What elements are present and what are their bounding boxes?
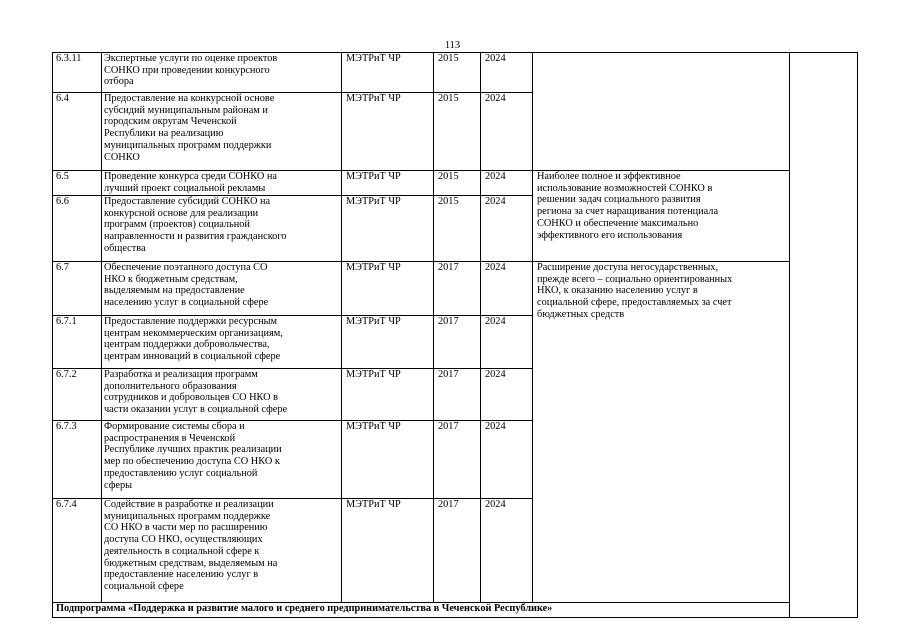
row-start-year: 2017 [434,316,481,369]
row-description [102,53,342,93]
row-number: 6.4 [53,93,102,171]
row-responsible: МЭТРиТ ЧР [342,196,434,262]
row-responsible: МЭТРиТ ЧР [342,316,434,369]
row-start-year: 2015 [434,53,481,93]
row-end-year: 2024 [481,499,533,603]
row-start-year: 2015 [434,93,481,171]
row-number: 6.7.3 [53,421,102,499]
row-responsible: МЭТРиТ ЧР [342,171,434,196]
row-end-year: 2024 [481,93,533,171]
row-end-year: 2024 [481,171,533,196]
row-responsible: МЭТРиТ ЧР [342,421,434,499]
row-end-year: 2024 [481,316,533,369]
row-end-year: 2024 [481,196,533,262]
row-description [102,262,342,316]
description-text: Содействие в разработке и реализации муниципальных программ поддержке СО НКО в части мер по расширению доступа СО НКО, осуществляющих деятельность в социальной сфере к бюджетным средствам, выделяемым на предоставление населению услуг в социальной сфере [104,499,278,592]
table-row [53,262,858,316]
row-number: 6.3.11 [53,53,102,93]
notes-column [790,53,858,618]
row-responsible: МЭТРиТ ЧР [342,499,434,603]
program-activities-table [52,52,858,618]
subprogram-title: Подпрограмма «Поддержка и развитие малого и среднего предпринимательства в Чеченской Республике» [53,603,790,618]
row-description [102,421,342,499]
row-start-year: 2015 [434,196,481,262]
row-description [102,316,342,369]
row-start-year: 2015 [434,171,481,196]
row-responsible: МЭТРиТ ЧР [342,93,434,171]
row-end-year: 2024 [481,53,533,93]
row-end-year: 2024 [481,369,533,421]
row-start-year: 2017 [434,499,481,603]
row-description [102,171,342,196]
row-number: 6.7.1 [53,316,102,369]
result-text: Расширение доступа негосударственных, прежде всего – социально ориентированных НКО, к оказанию населению услуг в социальной сфере, предоставляемых за счет бюджетных средств [537,262,733,320]
row-result [533,262,790,603]
page-number: 113 [444,40,461,51]
row-start-year: 2017 [434,421,481,499]
row-result-empty [533,53,790,171]
description-text: Проведение конкурса среди СОНКО на лучший проект социальной рекламы [104,171,277,194]
row-start-year: 2017 [434,262,481,316]
row-end-year: 2024 [481,421,533,499]
row-number: 6.7 [53,262,102,316]
description-text: Предоставление поддержки ресурсным центрам некоммерческим организациям, центрам поддержки добровольчества, центрам инноваций в социальной сфере [104,316,283,363]
subprogram-row [53,603,858,618]
row-number: 6.7.4 [53,499,102,603]
row-responsible: МЭТРиТ ЧР [342,53,434,93]
row-end-year: 2024 [481,262,533,316]
description-text: Разработка и реализация программ дополнительного образования сотрудников и добровольцев СО НКО в части оказании услуг в социальной сфере [104,369,288,416]
table-row [53,171,858,196]
row-start-year: 2017 [434,369,481,421]
row-number: 6.6 [53,196,102,262]
row-description [102,93,342,171]
row-description [102,369,342,421]
row-number: 6.5 [53,171,102,196]
description-text: Экспертные услуги по оценке проектов СОНКО при проведении конкурсного отбора [104,53,278,88]
row-responsible: МЭТРиТ ЧР [342,369,434,421]
description-text: Формирование системы сбора и распространения в Чеченской Республике лучших практик реализации мер по обеспечению доступа СО НКО к предоставлению услуг социальной сферы [104,421,282,491]
result-text: Наиболее полное и эффективное использование возможностей СОНКО в решении задач социального развития региона за счет наращивания потенциала СОНКО и обеспечение максимально эффективного его использования [537,171,719,241]
description-text: Обеспечение поэтапного доступа СО НКО к бюджетным средствам, выделяемым на предоставление населению услуг в социальной сфере [104,262,269,309]
row-description [102,196,342,262]
table-row [53,53,858,93]
row-description [102,499,342,603]
row-responsible: МЭТРиТ ЧР [342,262,434,316]
row-result [533,171,790,262]
description-text: Предоставление на конкурсной основе субсидий муниципальным районам и городским округам Чеченской Республики на реализацию муниципальных программ поддержки СОНКО [104,93,275,163]
row-number: 6.7.2 [53,369,102,421]
description-text: Предоставление субсидий СОНКО на конкурсной основе для реализации программ (проектов) социальной направленности и развития гражданского общества [104,196,287,254]
